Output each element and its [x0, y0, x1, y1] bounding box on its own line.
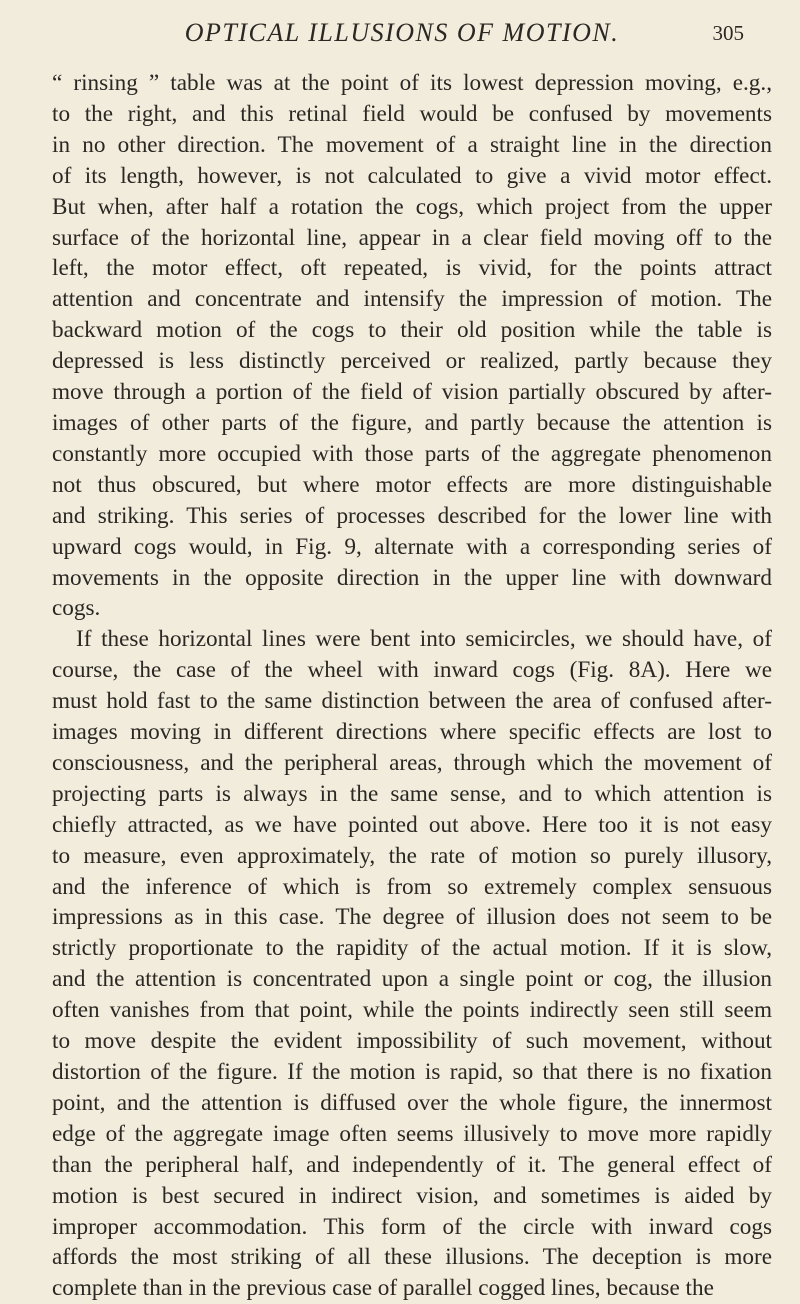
text-line: than the peripheral half, and independently of it. The general effect of: [52, 1151, 772, 1178]
text-line: images of other parts of the figure, and partly because the attention is: [52, 409, 772, 436]
text-line: complete than in the previous case of parallel cogged lines, because the: [52, 1275, 714, 1302]
running-head: [60, 12, 744, 68]
text-line: “ rinsing ” table was at the point of its lowest depression moving, e.g.,: [52, 70, 772, 96]
running-head-title: OPTICAL ILLUSIONS OF MOTION.: [184, 18, 620, 47]
text-line: If these horizontal lines were bent into semicircles, we should have, of: [76, 626, 772, 653]
text-line: consciousness, and the peripheral areas, through which the movement of: [52, 749, 772, 776]
text-line: chiefly attracted, as we have pointed out above. Here too it is not easy: [52, 811, 772, 838]
text-line: attention and concentrate and intensify the impression of motion. The: [52, 286, 772, 313]
text-line: distortion of the figure. If the motion is rapid, so that there is no fixation: [52, 1059, 772, 1085]
page-number: 305: [712, 21, 744, 45]
text-line: constantly more occupied with those parts of the aggregate phenomenon: [52, 440, 772, 467]
text-line: move through a portion of the field of vision partially obscured by after-: [52, 379, 772, 406]
text-line: depressed is less distinctly perceived or realized, partly because they: [52, 348, 772, 375]
text-line: images moving in different directions where specific effects are lost to: [52, 719, 772, 746]
text-line: projecting parts is always in the same sense, and to which attention is: [52, 780, 772, 807]
text-line: point, and the attention is diffused over the whole figure, the innermost: [52, 1089, 772, 1116]
text-line: and the attention is concentrated upon a single point or cog, the illusion: [52, 966, 772, 993]
text-line: and striking. This series of processes described for the lower line with: [52, 502, 772, 529]
text-line: affords the most striking of all these illusions. The deception is more: [52, 1244, 772, 1271]
text-line: cogs.: [52, 595, 101, 622]
text-line: left, the motor effect, oft repeated, is vivid, for the points attract: [52, 255, 772, 282]
paragraph: [52, 624, 772, 1304]
text-line: movements in the opposite direction in the upper line with downward: [52, 564, 772, 591]
text-line: But when, after half a rotation the cogs, which project from the upper: [52, 193, 772, 220]
text-line: to measure, even approximately, the rate of motion so purely illusory,: [52, 842, 772, 869]
text-line: surface of the horizontal line, appear in a clear field moving off to the: [52, 224, 772, 251]
text-line: motion is best secured in indirect vision, and sometimes is aided by: [52, 1182, 772, 1209]
text-line: in no other direction. The movement of a straight line in the direction: [52, 131, 772, 158]
body-text: [52, 68, 772, 1304]
text-line: strictly proportionate to the rapidity of the actual motion. If it is slow,: [52, 935, 772, 962]
text-line: often vanishes from that point, while the points indirectly seen still seem: [52, 997, 772, 1024]
text-line: to move despite the evident impossibility of such movement, without: [52, 1028, 772, 1055]
text-line: impressions as in this case. The degree of illusion does not seem to be: [52, 904, 772, 931]
text-line: of its length, however, is not calculated to give a vivid motor effect.: [52, 162, 772, 189]
text-line: edge of the aggregate image often seems illusively to move more rapidly: [52, 1120, 772, 1147]
text-line: not thus obscured, but where motor effects are more distinguishable: [52, 471, 772, 498]
text-line: must hold fast to the same distinction between the area of confused after-: [52, 688, 772, 715]
text-line: upward cogs would, in Fig. 9, alternate with a corresponding series of: [52, 533, 772, 560]
text-line: backward motion of the cogs to their old position while the table is: [52, 317, 772, 344]
paragraph: [52, 68, 772, 624]
text-line: and the inference of which is from so extremely complex sensuous: [52, 873, 772, 900]
text-line: improper accommodation. This form of the circle with inward cogs: [52, 1213, 772, 1240]
text-line: to the right, and this retinal field would be confused by movements: [52, 100, 772, 127]
text-line: course, the case of the wheel with inward cogs (Fig. 8A). Here we: [52, 657, 772, 684]
